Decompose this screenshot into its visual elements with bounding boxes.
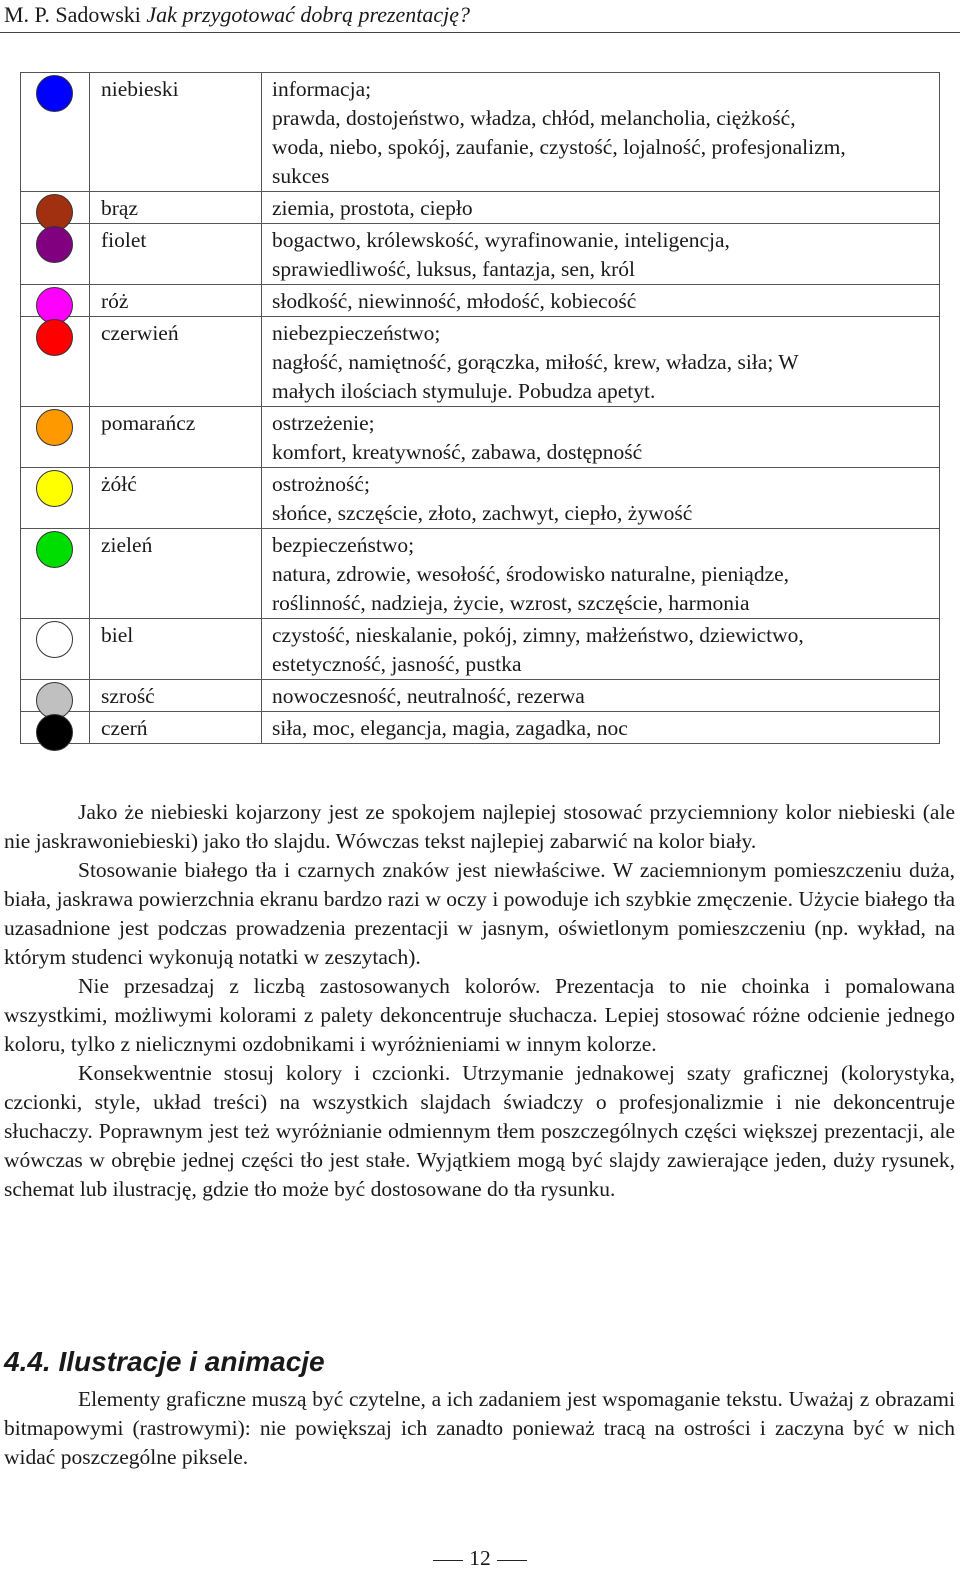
color-meaning (262, 529, 940, 619)
color-row (21, 224, 940, 285)
color-row (21, 192, 940, 224)
footer-dash-left (433, 1560, 463, 1561)
meaning-line: sprawiedliwość, luksus, fantazja, sen, król (272, 257, 636, 281)
meaning-line: czystość, nieskalanie, pokój, zimny, małżeństwo, dziewictwo, (272, 623, 804, 647)
swatch-cell (21, 529, 90, 619)
color-name: pomarańcz (90, 407, 262, 468)
meaning-line: nagłość, namiętność, gorączka, miłość, krew, władza, siła; W (272, 350, 799, 374)
swatch-cell (21, 224, 90, 285)
color-row (21, 285, 940, 317)
color-name: brąz (90, 192, 262, 224)
color-swatch-icon (36, 714, 73, 751)
paragraph-1: Jako że niebieski kojarzony jest ze spokojem najlepiej stosować przyciemniony kolor niebieski (ale nie jaskrawoniebieski) jako tło slajdu. Wówczas tekst najlepiej zabarwić na kolor biały. (4, 800, 955, 853)
meaning-line: sukces (272, 164, 330, 188)
header-author: M. P. Sadowski (4, 2, 141, 27)
color-meaning (262, 317, 940, 407)
swatch-cell (21, 73, 90, 192)
swatch-cell (21, 192, 90, 224)
color-row (21, 619, 940, 680)
body-text (4, 798, 955, 1204)
footer-dash-right (497, 1560, 527, 1561)
meaning-line: natura, zdrowie, wesołość, środowisko naturalne, pieniądze, (272, 562, 790, 586)
swatch-cell (21, 468, 90, 529)
paragraph-3: Nie przesadzaj z liczbą zastosowanych kolorów. Prezentacja to nie choinka i pomalowana wszystkimi, możliwymi kolorami z palety dekoncentruje słuchacza. Lepiej stosować różne odcienie jednego koloru, tylko z nielicznymi ozdobnikami i wyróżnieniami w innym kolorze. (4, 974, 955, 1056)
color-name: niebieski (90, 73, 262, 192)
meaning-line: roślinność, nadzieja, życie, wzrost, szczęście, harmonia (272, 591, 750, 615)
color-name: czerwień (90, 317, 262, 407)
color-meaning (262, 712, 940, 744)
color-meaning-table (20, 72, 940, 744)
header-divider (0, 32, 960, 33)
meaning-line: słońce, szczęście, złoto, zachwyt, ciepło, żywość (272, 501, 693, 525)
section-paragraph: Elementy graficzne muszą być czytelne, a ich zadaniem jest wspomaganie tekstu. Uważaj z obrazami bitmapowymi (rastrowymi): nie powiększaj ich zanadto ponieważ tracą na ostrości i zaczyna być w nich widać poszczególne piksele. (4, 1387, 955, 1469)
color-row (21, 317, 940, 407)
meaning-line: nowoczesność, neutralność, rezerwa (272, 684, 585, 708)
swatch-cell (21, 680, 90, 712)
color-swatch-icon (36, 621, 73, 658)
section-body (4, 1385, 955, 1472)
paragraph-4: Konsekwentnie stosuj kolory i czcionki. Utrzymanie jednakowej szaty graficznej (kolorystyka, czcionki, style, układ treści) na wszystkich slajdach świadczy o profesjonalizmie i nie dekoncentruje słuchaczy. Poprawnym jest też wyróżnianie odmiennym tłem poszczególnych części większej prezentacji, ale wówczas w obrębie jednej części tło jest stałe. Wyjątkiem mogą być slajdy zawierające jeden, duży rysunek, schemat lub ilustrację, gdzie tło może być dostosowane do tła rysunku. (4, 1061, 955, 1201)
meaning-line: woda, niebo, spokój, zaufanie, czystość, lojalność, profesjonalizm, (272, 135, 846, 159)
meaning-line: bezpieczeństwo; (272, 533, 415, 557)
swatch-cell (21, 619, 90, 680)
color-meaning (262, 224, 940, 285)
color-swatch-icon (36, 470, 73, 507)
meaning-line: ostrzeżenie; (272, 411, 375, 435)
color-name: czerń (90, 712, 262, 744)
color-row (21, 680, 940, 712)
color-swatch-icon (36, 319, 73, 356)
swatch-cell (21, 285, 90, 317)
page-footer (0, 1545, 960, 1571)
header-title: Jak przygotować dobrą prezentację? (146, 2, 471, 27)
color-meaning (262, 285, 940, 317)
color-row (21, 73, 940, 192)
meaning-line: estetyczność, jasność, pustka (272, 652, 522, 676)
color-name: żółć (90, 468, 262, 529)
color-swatch-icon (36, 75, 73, 112)
meaning-line: bogactwo, królewskość, wyrafinowanie, inteligencja, (272, 228, 730, 252)
section-heading: 4.4. Ilustracje i animacje (4, 1346, 325, 1377)
meaning-line: niebezpieczeństwo; (272, 321, 441, 345)
color-swatch-icon (36, 409, 73, 446)
color-name: zieleń (90, 529, 262, 619)
swatch-cell (21, 712, 90, 744)
color-meaning (262, 619, 940, 680)
meaning-line: słodkość, niewinność, młodość, kobiecość (272, 289, 637, 313)
paragraph-2: Stosowanie białego tła i czarnych znaków jest niewłaściwe. W zaciemnionym pomieszczeniu duża, biała, jaskrawa powierzchnia ekranu bardzo razi w oczy i powoduje ich szybkie zmęczenie. Użycie białego tła uzasadnione jest podczas prowadzenia prezentacji w jasnym, oświetlonym pomieszczeniu (np. wykład, na którym studenci wykonują notatki w zeszytach). (4, 858, 955, 969)
meaning-line: małych ilościach stymuluje. Pobudza apetyt. (272, 379, 656, 403)
meaning-line: ostrożność; (272, 472, 370, 496)
swatch-cell (21, 407, 90, 468)
page-number: 12 (469, 1546, 491, 1570)
page-header (4, 2, 470, 28)
color-name: biel (90, 619, 262, 680)
meaning-line: prawda, dostojeństwo, władza, chłód, melancholia, ciężkość, (272, 106, 796, 130)
color-swatch-icon (36, 226, 73, 263)
color-swatch-icon (36, 531, 73, 568)
color-meaning (262, 407, 940, 468)
color-row (21, 468, 940, 529)
meaning-line: ziemia, prostota, ciepło (272, 196, 473, 220)
color-name: szrość (90, 680, 262, 712)
color-row (21, 529, 940, 619)
meaning-line: informacja; (272, 77, 372, 101)
color-table-body (21, 73, 940, 744)
color-name: róż (90, 285, 262, 317)
color-row (21, 712, 940, 744)
meaning-line: komfort, kreatywność, zabawa, dostępność (272, 440, 643, 464)
swatch-cell (21, 317, 90, 407)
color-row (21, 407, 940, 468)
color-name: fiolet (90, 224, 262, 285)
color-meaning (262, 73, 940, 192)
color-meaning (262, 468, 940, 529)
color-meaning (262, 192, 940, 224)
color-meaning (262, 680, 940, 712)
meaning-line: siła, moc, elegancja, magia, zagadka, noc (272, 716, 628, 740)
